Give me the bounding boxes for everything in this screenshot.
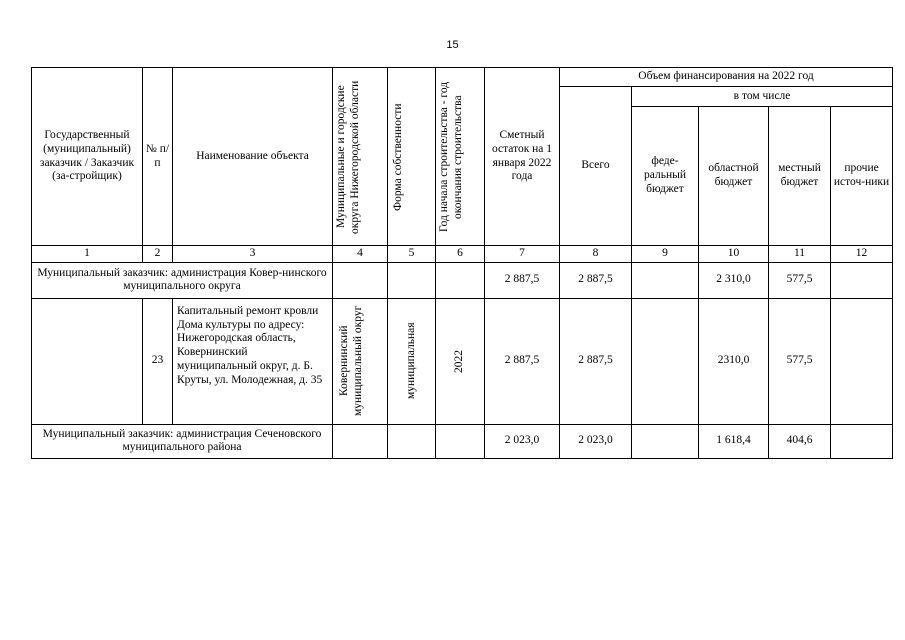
total-value: 2 023,0	[560, 424, 632, 458]
empty-cell	[333, 424, 388, 458]
object-number: 23	[143, 298, 173, 424]
column-number-row	[32, 246, 893, 263]
other-value	[831, 262, 893, 298]
header-years	[436, 68, 485, 246]
header-ownership	[388, 68, 436, 246]
customer-row	[32, 424, 893, 458]
header-funding-group: Объем финансирования на 2022 год	[560, 68, 893, 87]
other-value	[831, 424, 893, 458]
header-local: местный бюджет	[769, 107, 831, 246]
header-federal: феде-ральный бюджет	[632, 107, 699, 246]
federal-value	[632, 298, 699, 424]
header-total: Всего	[560, 87, 632, 246]
empty-cell	[388, 262, 436, 298]
header-ownership-text: Форма собственности	[391, 102, 404, 211]
object-years-text: 2022	[453, 349, 466, 373]
column-number: 11	[769, 246, 831, 263]
header-number: № п/п	[143, 68, 173, 246]
column-number: 10	[699, 246, 769, 263]
empty-cell	[436, 424, 485, 458]
object-ownership	[388, 298, 436, 424]
total-value: 2 887,5	[560, 298, 632, 424]
customer-row	[32, 262, 893, 298]
header-years-text: Год начала строительства - год окончания строительства	[438, 81, 464, 232]
object-name: Капитальный ремонт кровли Дома культуры по адресу: Нижегородская область, Ковернинский муниципальный округ, д. Б. Круты, ул. Молодежная, д. 35	[173, 298, 333, 424]
header-municipality	[333, 68, 388, 246]
column-number: 3	[173, 246, 333, 263]
regional-value: 2310,0	[699, 298, 769, 424]
object-years	[436, 298, 485, 424]
column-number: 12	[831, 246, 893, 263]
column-number: 9	[632, 246, 699, 263]
column-number: 2	[143, 246, 173, 263]
customer-name: Муниципальный заказчик: администрация Сеченовского муниципального района	[32, 424, 333, 458]
empty-cell	[436, 262, 485, 298]
header-customer: Государственный (муниципальный) заказчик / Заказчик (за-стройщик)	[32, 68, 143, 246]
local-value: 404,6	[769, 424, 831, 458]
balance-value: 2 887,5	[485, 298, 560, 424]
balance-value: 2 887,5	[485, 262, 560, 298]
column-number: 8	[560, 246, 632, 263]
balance-value: 2 023,0	[485, 424, 560, 458]
object-municipality	[333, 298, 388, 424]
empty-cell	[333, 262, 388, 298]
column-number: 7	[485, 246, 560, 263]
column-number: 4	[333, 246, 388, 263]
object-row	[32, 298, 893, 424]
regional-value: 1 618,4	[699, 424, 769, 458]
header-regional: областной бюджет	[699, 107, 769, 246]
object-ownership-text: муниципальная	[404, 323, 417, 400]
header-object-name: Наименование объекта	[173, 68, 333, 246]
header-including: в том числе	[632, 87, 893, 107]
page-number: 15	[446, 39, 459, 51]
regional-value: 2 310,0	[699, 262, 769, 298]
header-municipality-text: Муниципальные и городские округа Нижегородской области	[335, 79, 361, 234]
federal-value	[632, 424, 699, 458]
local-value: 577,5	[769, 298, 831, 424]
other-value	[831, 298, 893, 424]
empty-cell	[32, 298, 143, 424]
column-number: 1	[32, 246, 143, 263]
customer-name: Муниципальный заказчик: администрация Ковер-нинского муниципального округа	[32, 262, 333, 298]
total-value: 2 887,5	[560, 262, 632, 298]
column-number: 5	[388, 246, 436, 263]
local-value: 577,5	[769, 262, 831, 298]
federal-value	[632, 262, 699, 298]
object-municipality-text: Ковернинский муниципальный округ	[338, 306, 364, 417]
header-other: прочие источ-ники	[831, 107, 893, 246]
financing-table	[31, 67, 893, 459]
empty-cell	[388, 424, 436, 458]
header-balance: Сметный остаток на 1 января 2022 года	[485, 68, 560, 246]
column-number: 6	[436, 246, 485, 263]
